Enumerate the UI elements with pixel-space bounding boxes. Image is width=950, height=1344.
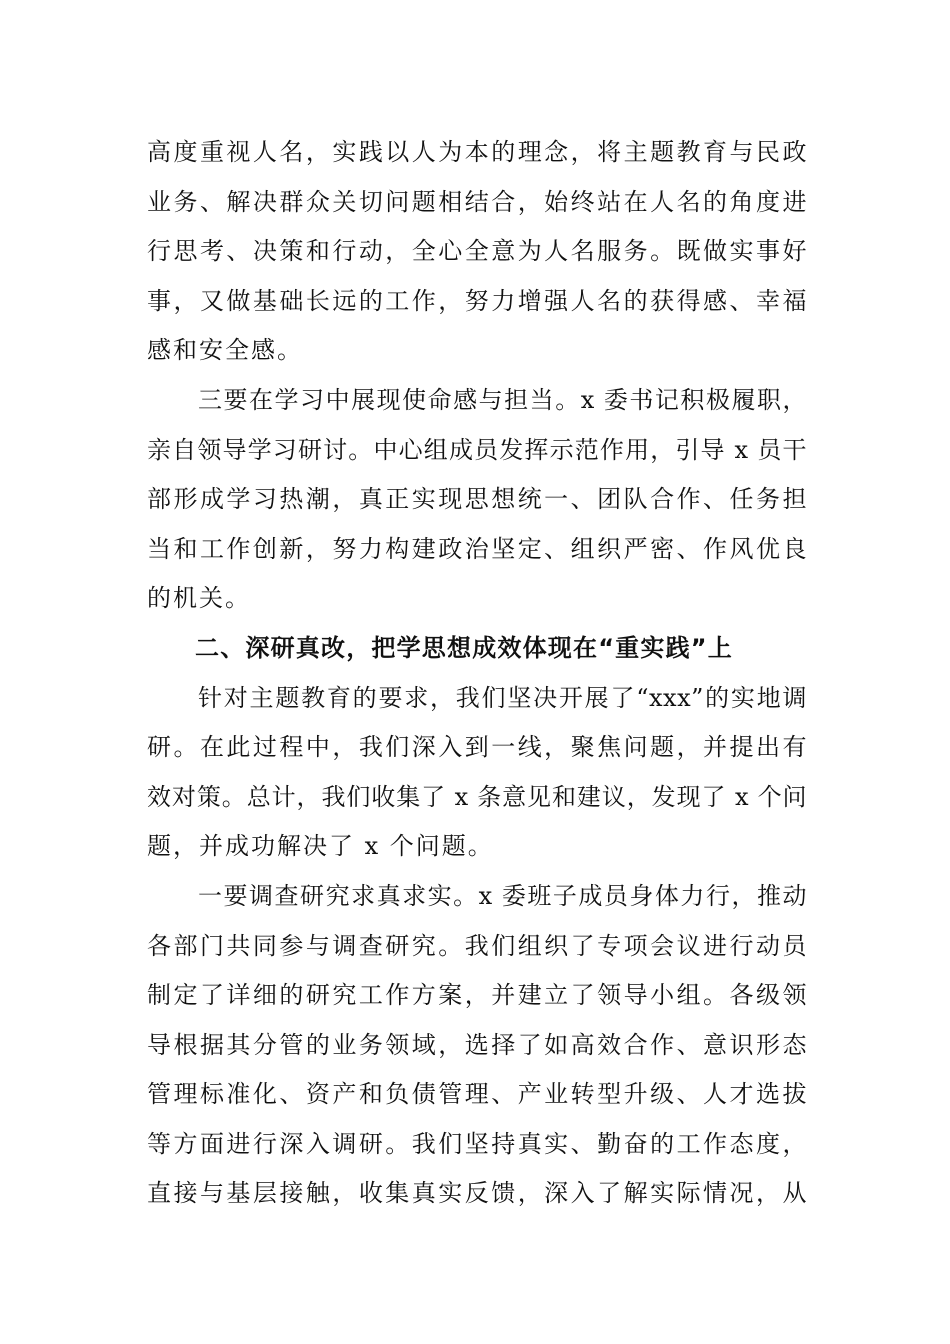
text-line: 管理标准化、资产和负债管理、产业转型升级、人才选拔 [147,1080,807,1109]
paragraph-first-line: 三要在学习中展现使命感与担当。x 委书记积极履职， [198,385,807,414]
text-line: 当和工作创新，努力构建政治坚定、组织严密、作风优良 [147,534,807,563]
text-line: 效对策。总计，我们收集了 x 条意见和建议，发现了 x 个问 [147,782,807,811]
text-line: 研。在此过程中，我们深入到一线，聚焦问题，并提出有 [147,733,807,762]
text-line: 亲自领导学习研讨。中心组成员发挥示范作用，引导 x 员干 [147,435,807,464]
text-line: 行思考、决策和行动，全心全意为人名服务。既做实事好 [147,237,807,266]
text-line: 题，并成功解决了 x 个问题。 [147,832,494,861]
text-line: 部形成学习热潮，真正实现思想统一、团队合作、任务担 [147,485,807,514]
text-line: 高度重视人名，实践以人为本的理念，将主题教育与民政 [147,138,807,166]
section-heading: 二、深研真改，把学思想成效体现在“重实践”上 [195,633,733,662]
text-line: 直接与基层接触，收集真实反馈，深入了解实际情况，从 [147,1179,807,1208]
text-line: 制定了详细的研究工作方案，并建立了领导小组。各级领 [147,981,807,1010]
document-body [147,128,807,1219]
text-line: 感和安全感。 [147,336,303,365]
paragraph-first-line: 一要调查研究求真求实。x 委班子成员身体力行，推动 [198,881,807,910]
text-line: 导根据其分管的业务领域，选择了如高效合作、意识形态 [147,1030,807,1059]
text-line: 事，又做基础长远的工作，努力增强人名的获得感、幸福 [147,286,807,315]
text-line: 等方面进行深入调研。我们坚持真实、勤奋的工作态度， [147,1129,807,1158]
text-line: 的机关。 [147,584,251,613]
text-line: 业务、解决群众关切问题相结合，始终站在人名的角度进 [147,187,807,216]
text-line: 各部门共同参与调查研究。我们组织了专项会议进行动员 [147,931,807,960]
paragraph-first-line: 针对主题教育的要求，我们坚决开展了“xxx”的实地调 [198,683,807,712]
